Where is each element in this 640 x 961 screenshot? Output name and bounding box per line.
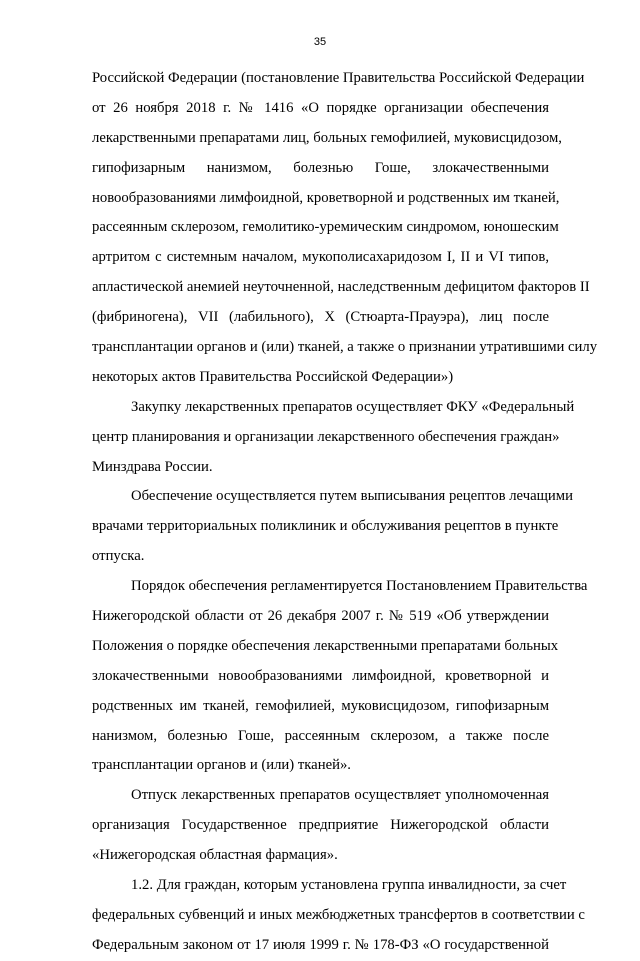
text-line: артритом с системным началом, мукополисахаридозом I, II и VI типов, [92,249,549,266]
text-line: апластической анемией неуточненной, наследственным дефицитом факторов II [92,279,590,296]
text-line: организация Государственное предприятие Нижегородской области [92,817,549,834]
text-line: Закупку лекарственных препаратов осуществляет ФКУ «Федеральный [131,398,575,415]
text-line: 1.2. Для граждан, которым установлена группа инвалидности, за счет [131,877,567,894]
document-body [92,64,598,961]
text-line: Российской Федерации (постановление Правительства Российской Федерации [92,70,585,86]
text-line: Минздрава России. [92,458,213,475]
text-line: трансплантации органов и (или) тканей». [92,757,351,774]
text-line: врачами территориальных поликлиник и обслуживания рецептов в пункте [92,518,559,535]
text-line: лекарственными препаратами лиц, больных гемофилией, муковисцидозом, [92,129,562,146]
text-line: некоторых актов Правительства Российской Федерации») [92,368,454,385]
paragraph [92,871,585,961]
paragraph [92,393,575,483]
paragraph [92,482,573,572]
text-line: от 26 ноября 2018 г. № 1416 «О порядке организации обеспечения [92,99,549,116]
page-number: 35 [313,36,327,48]
text-line: нанизмом, болезнью Гоше, рассеянным склерозом, а также после [92,727,549,744]
paragraph [92,64,598,393]
text-line: родственных им тканей, гемофилией, муковисцидозом, гипофизарным [92,697,549,714]
text-line: Федеральным законом от 17 июля 1999 г. № 178-ФЗ «О государственной [92,936,549,953]
text-line: гипофизарным нанизмом, болезнью Гоше, злокачественными [92,159,549,176]
text-line: (фибриногена), VII (лабильного), X (Стюарта-Прауэра), лиц после [92,309,549,326]
text-line: трансплантации органов и (или) тканей, а также о признании утратившими силу [92,339,598,356]
text-line: Порядок обеспечения регламентируется Постановлением Правительства [131,578,588,595]
text-line: Отпуск лекарственных препаратов осуществляет уполномоченная [131,787,549,804]
text-line: «Нижегородская областная фармация». [92,847,338,864]
text-line: Нижегородской области от 26 декабря 2007 г. № 519 «Об утверждении [92,608,549,625]
text-line: новообразованиями лимфоидной, кроветворной и родственных им тканей, [92,189,560,206]
text-line: Обеспечение осуществляется путем выписывания рецептов лечащими [131,488,573,505]
text-line: Положения о порядке обеспечения лекарственными препаратами больных [92,637,559,654]
text-line: центр планирования и организации лекарственного обеспечения граждан» [92,428,560,445]
text-line: федеральных субвенций и иных межбюджетных трансфертов в соответствии с [92,906,585,923]
text-line: отпуска. [92,548,145,565]
text-line: рассеянным склерозом, гемолитико-уремическим синдромом, юношеским [92,219,559,236]
paragraph [92,572,588,781]
text-line: злокачественными новообразованиями лимфоидной, кроветворной и [92,667,549,684]
paragraph [92,781,549,871]
